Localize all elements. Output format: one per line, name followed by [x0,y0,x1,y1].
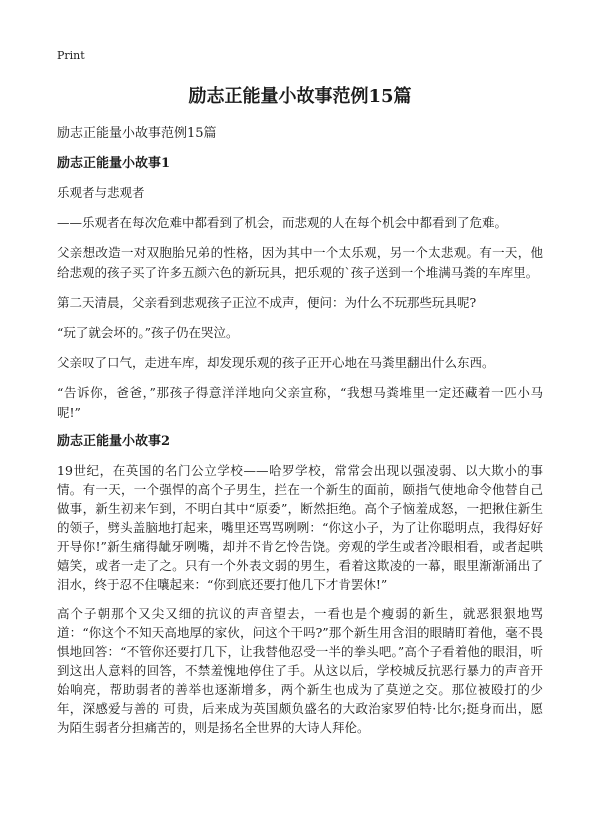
story-title-line: 乐观者与悲观者 [57,185,145,200]
story-section-2 [57,433,543,737]
story-paragraph: ——乐观者在每次危难中都看到了机会，而悲观的人在每个机会中都看到了危难。 [57,215,508,230]
document-subtitle: 励志正能量小故事范例15篇 [57,126,217,141]
section-heading: 励志正能量小故事2 [57,434,171,449]
story-paragraph: 父亲想改造一对双胞胎兄弟的性格，因为其中一个太乐观，另一个太悲观。有一天，他给悲观的孩子买了许多五颜六色的新玩具，把乐观的`孩子送到一个堆满马粪的车库里。 [57,245,543,280]
story-paragraph: 19世纪，在英国的名门公立学校——哈罗学校，常常会出现以强凌弱、以大欺小的事情。有一天，一个强悍的高个子男生，拦在一个新生的面前，颐指气使地命令他替自己做事，新生初来乍到，不明白其中“原委”，断然拒绝。高个子恼羞成怒，一把揪住新生的领子，劈头盖脑地打起来，嘴里还骂骂咧咧：“你这小子，为了让你聪明点，我得好好开导你!”新生痛得龇牙咧嘴，却并不肯乞怜告饶。旁观的学生或者冷眼相看，或者起哄嬉笑，或者一走了之。只有一个外表文弱的男生，看着这欺凌的一幕，眼里渐渐涌出了泪水，终于忍不住嚷起来：“你到底还要打他几下才肯罢休!” [57,463,543,592]
print-link[interactable]: Print [57,49,85,62]
story-paragraph: “玩了就会坏的。”孩子仍在哭泣。 [57,325,239,340]
story-section-1 [57,155,543,423]
story-paragraph: 第二天清晨，父亲看到悲观孩子正泣不成声，便问：为什么不玩那些玩具呢? [57,295,477,310]
story-paragraph: 父亲叹了口气，走进车库，却发现乐观的孩子正开心地在马粪里翻出什么东西。 [57,355,495,370]
story-paragraph: “告诉你，爸爸，”那孩子得意洋洋地向父亲宣称，“我想马粪堆里一定还藏着一匹小马呢!” [57,385,543,420]
section-heading: 励志正能量小故事1 [57,156,171,171]
document-title: 励志正能量小故事范例15篇 [188,86,412,107]
story-paragraph: 高个子朝那个又尖又细的抗议的声音望去，一看也是个瘦弱的新生，就恶狠狠地骂道：“你这个不知天高地厚的家伙，问这个干吗?”那个新生用含泪的眼睛盯着他，毫不畏惧地回答：“不管你还要打几下，让我替他忍受一半的拳头吧。”高个子看着他的眼泪，听到这出人意料的回答，不禁羞愧地停住了手。从这以后，学校城反抗恶行暴力的声音开始响亮，帮助弱者的善举也逐渐增多，两个新生也成为了莫逆之交。那位被殴打的少年，深感爱与善的 可贵，后来成为英国颇负盛名的大政治家罗伯特·比尔;挺身而出，愿为陌生弱者分担痛苦的，则是扬名全世界的大诗人拜伦。 [57,606,543,735]
